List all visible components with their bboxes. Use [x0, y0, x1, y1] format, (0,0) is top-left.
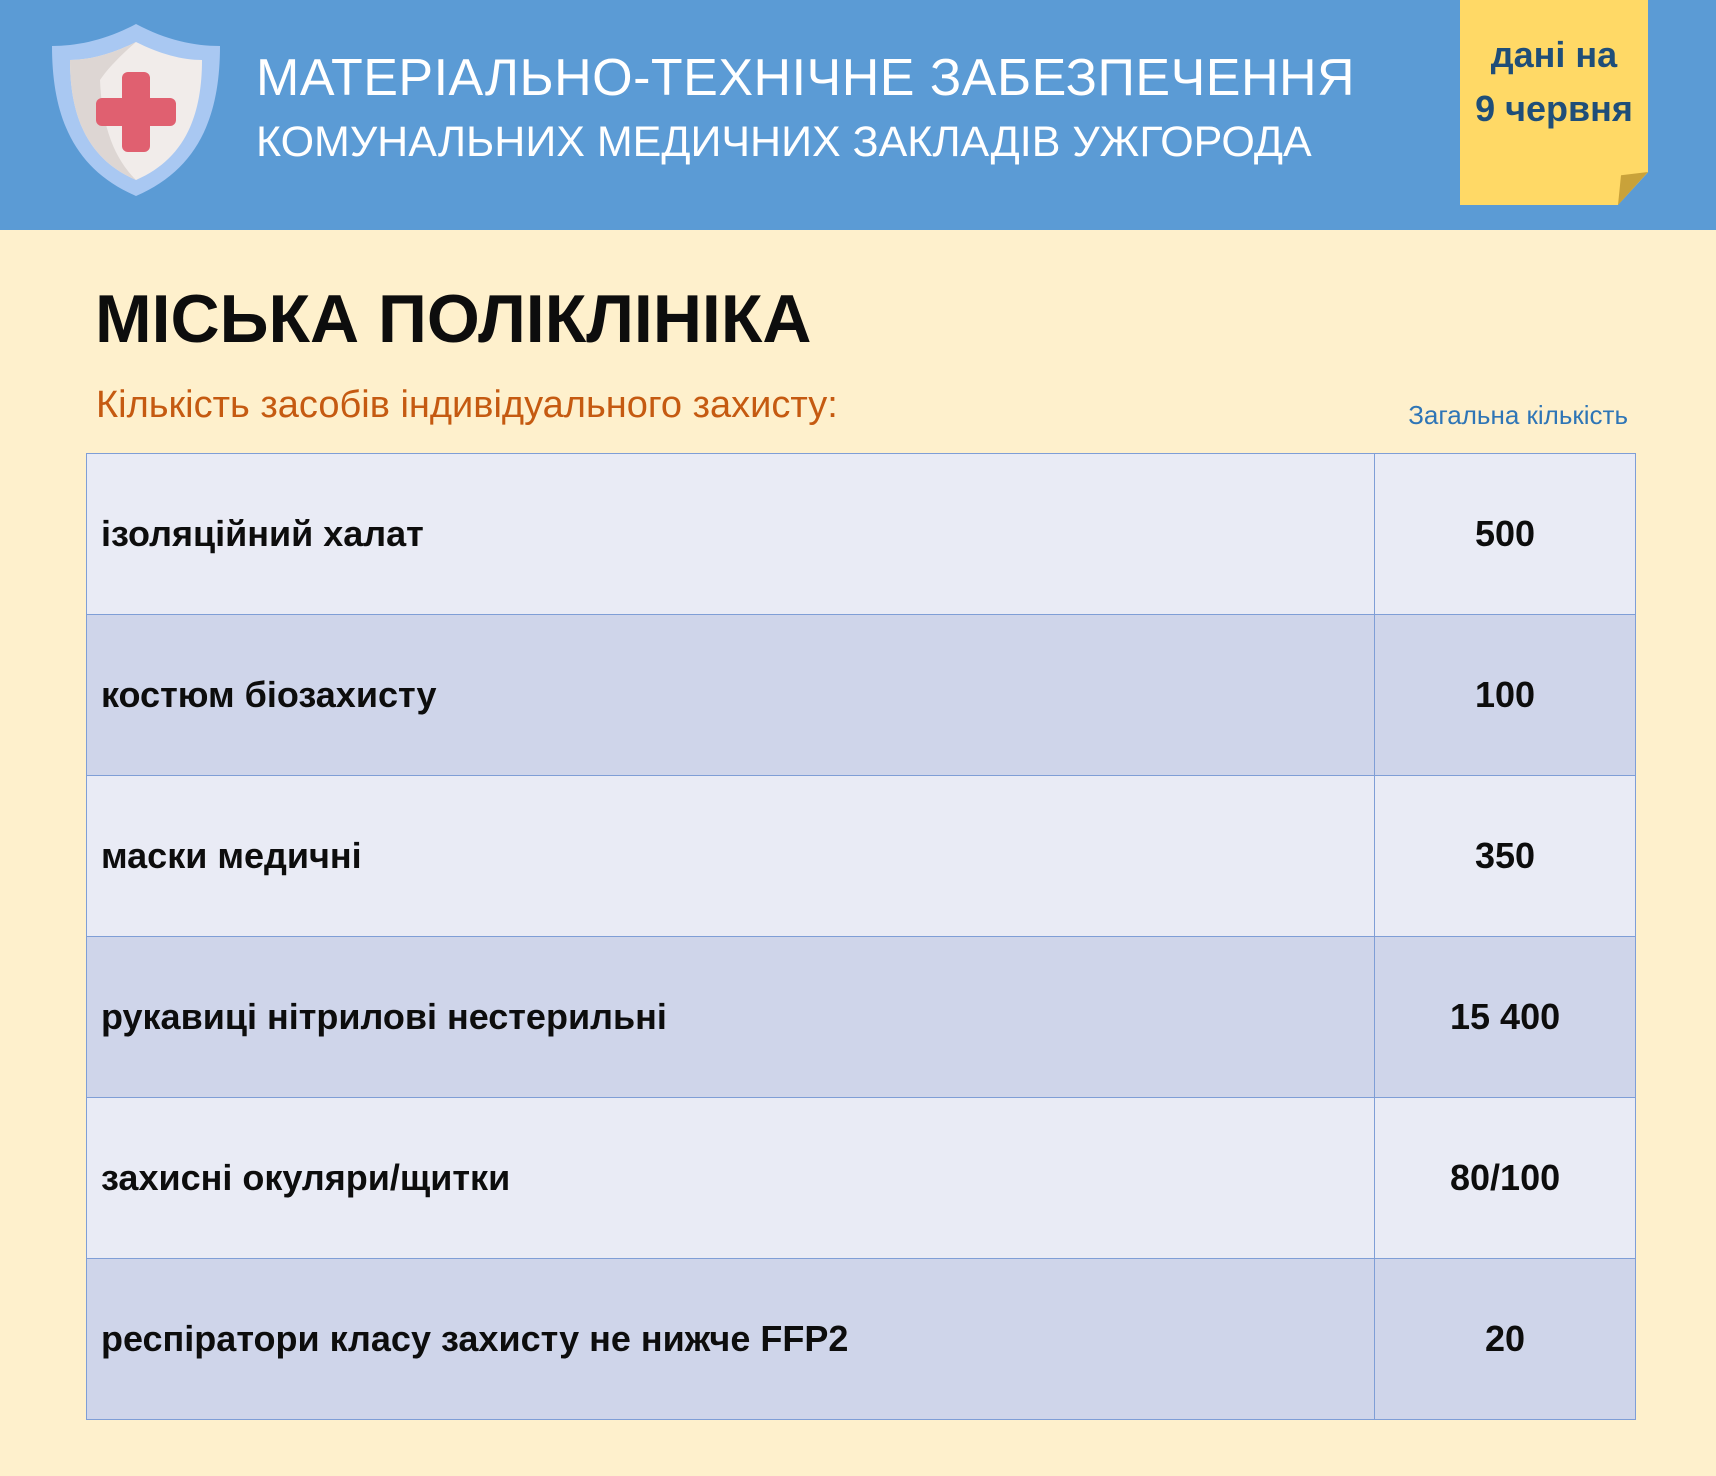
- table-row: [87, 1259, 1636, 1420]
- section-subtitle: Кількість засобів індивідуального захисту:: [96, 384, 838, 426]
- date-note-line2: 9 червня: [1475, 88, 1633, 129]
- table-row: [87, 1098, 1636, 1259]
- medical-shield-icon: [46, 20, 226, 200]
- date-note-text: [1460, 28, 1648, 136]
- ppe-table: [86, 453, 1636, 1420]
- table-row: [87, 454, 1636, 615]
- quantity-column-header: Загальна кількість: [1408, 400, 1628, 430]
- item-quantity: 15 400: [1375, 937, 1636, 1098]
- item-quantity: 500: [1375, 454, 1636, 615]
- header-banner: [0, 0, 1716, 230]
- item-name: респіратори класу захисту не нижче FFP2: [87, 1259, 1375, 1420]
- header-title: МАТЕРІАЛЬНО-ТЕХНІЧНЕ ЗАБЕЗПЕЧЕННЯ: [256, 49, 1356, 107]
- item-quantity: 350: [1375, 776, 1636, 937]
- table-row: [87, 937, 1636, 1098]
- header-subtitle: КОМУНАЛЬНИХ МЕДИЧНИХ ЗАКЛАДІВ УЖГОРОДА: [256, 118, 1312, 166]
- item-name: рукавиці нітрилові нестерильні: [87, 937, 1375, 1098]
- page-title: МІСЬКА ПОЛІКЛІНІКА: [95, 281, 812, 357]
- item-name: захисні окуляри/щитки: [87, 1098, 1375, 1259]
- item-quantity: 20: [1375, 1259, 1636, 1420]
- table-row: [87, 776, 1636, 937]
- item-quantity: 80/100: [1375, 1098, 1636, 1259]
- table-row: [87, 615, 1636, 776]
- item-name: костюм біозахисту: [87, 615, 1375, 776]
- item-quantity: 100: [1375, 615, 1636, 776]
- item-name: ізоляційний халат: [87, 454, 1375, 615]
- date-note-line1: дані на: [1490, 34, 1618, 75]
- item-name: маски медичні: [87, 776, 1375, 937]
